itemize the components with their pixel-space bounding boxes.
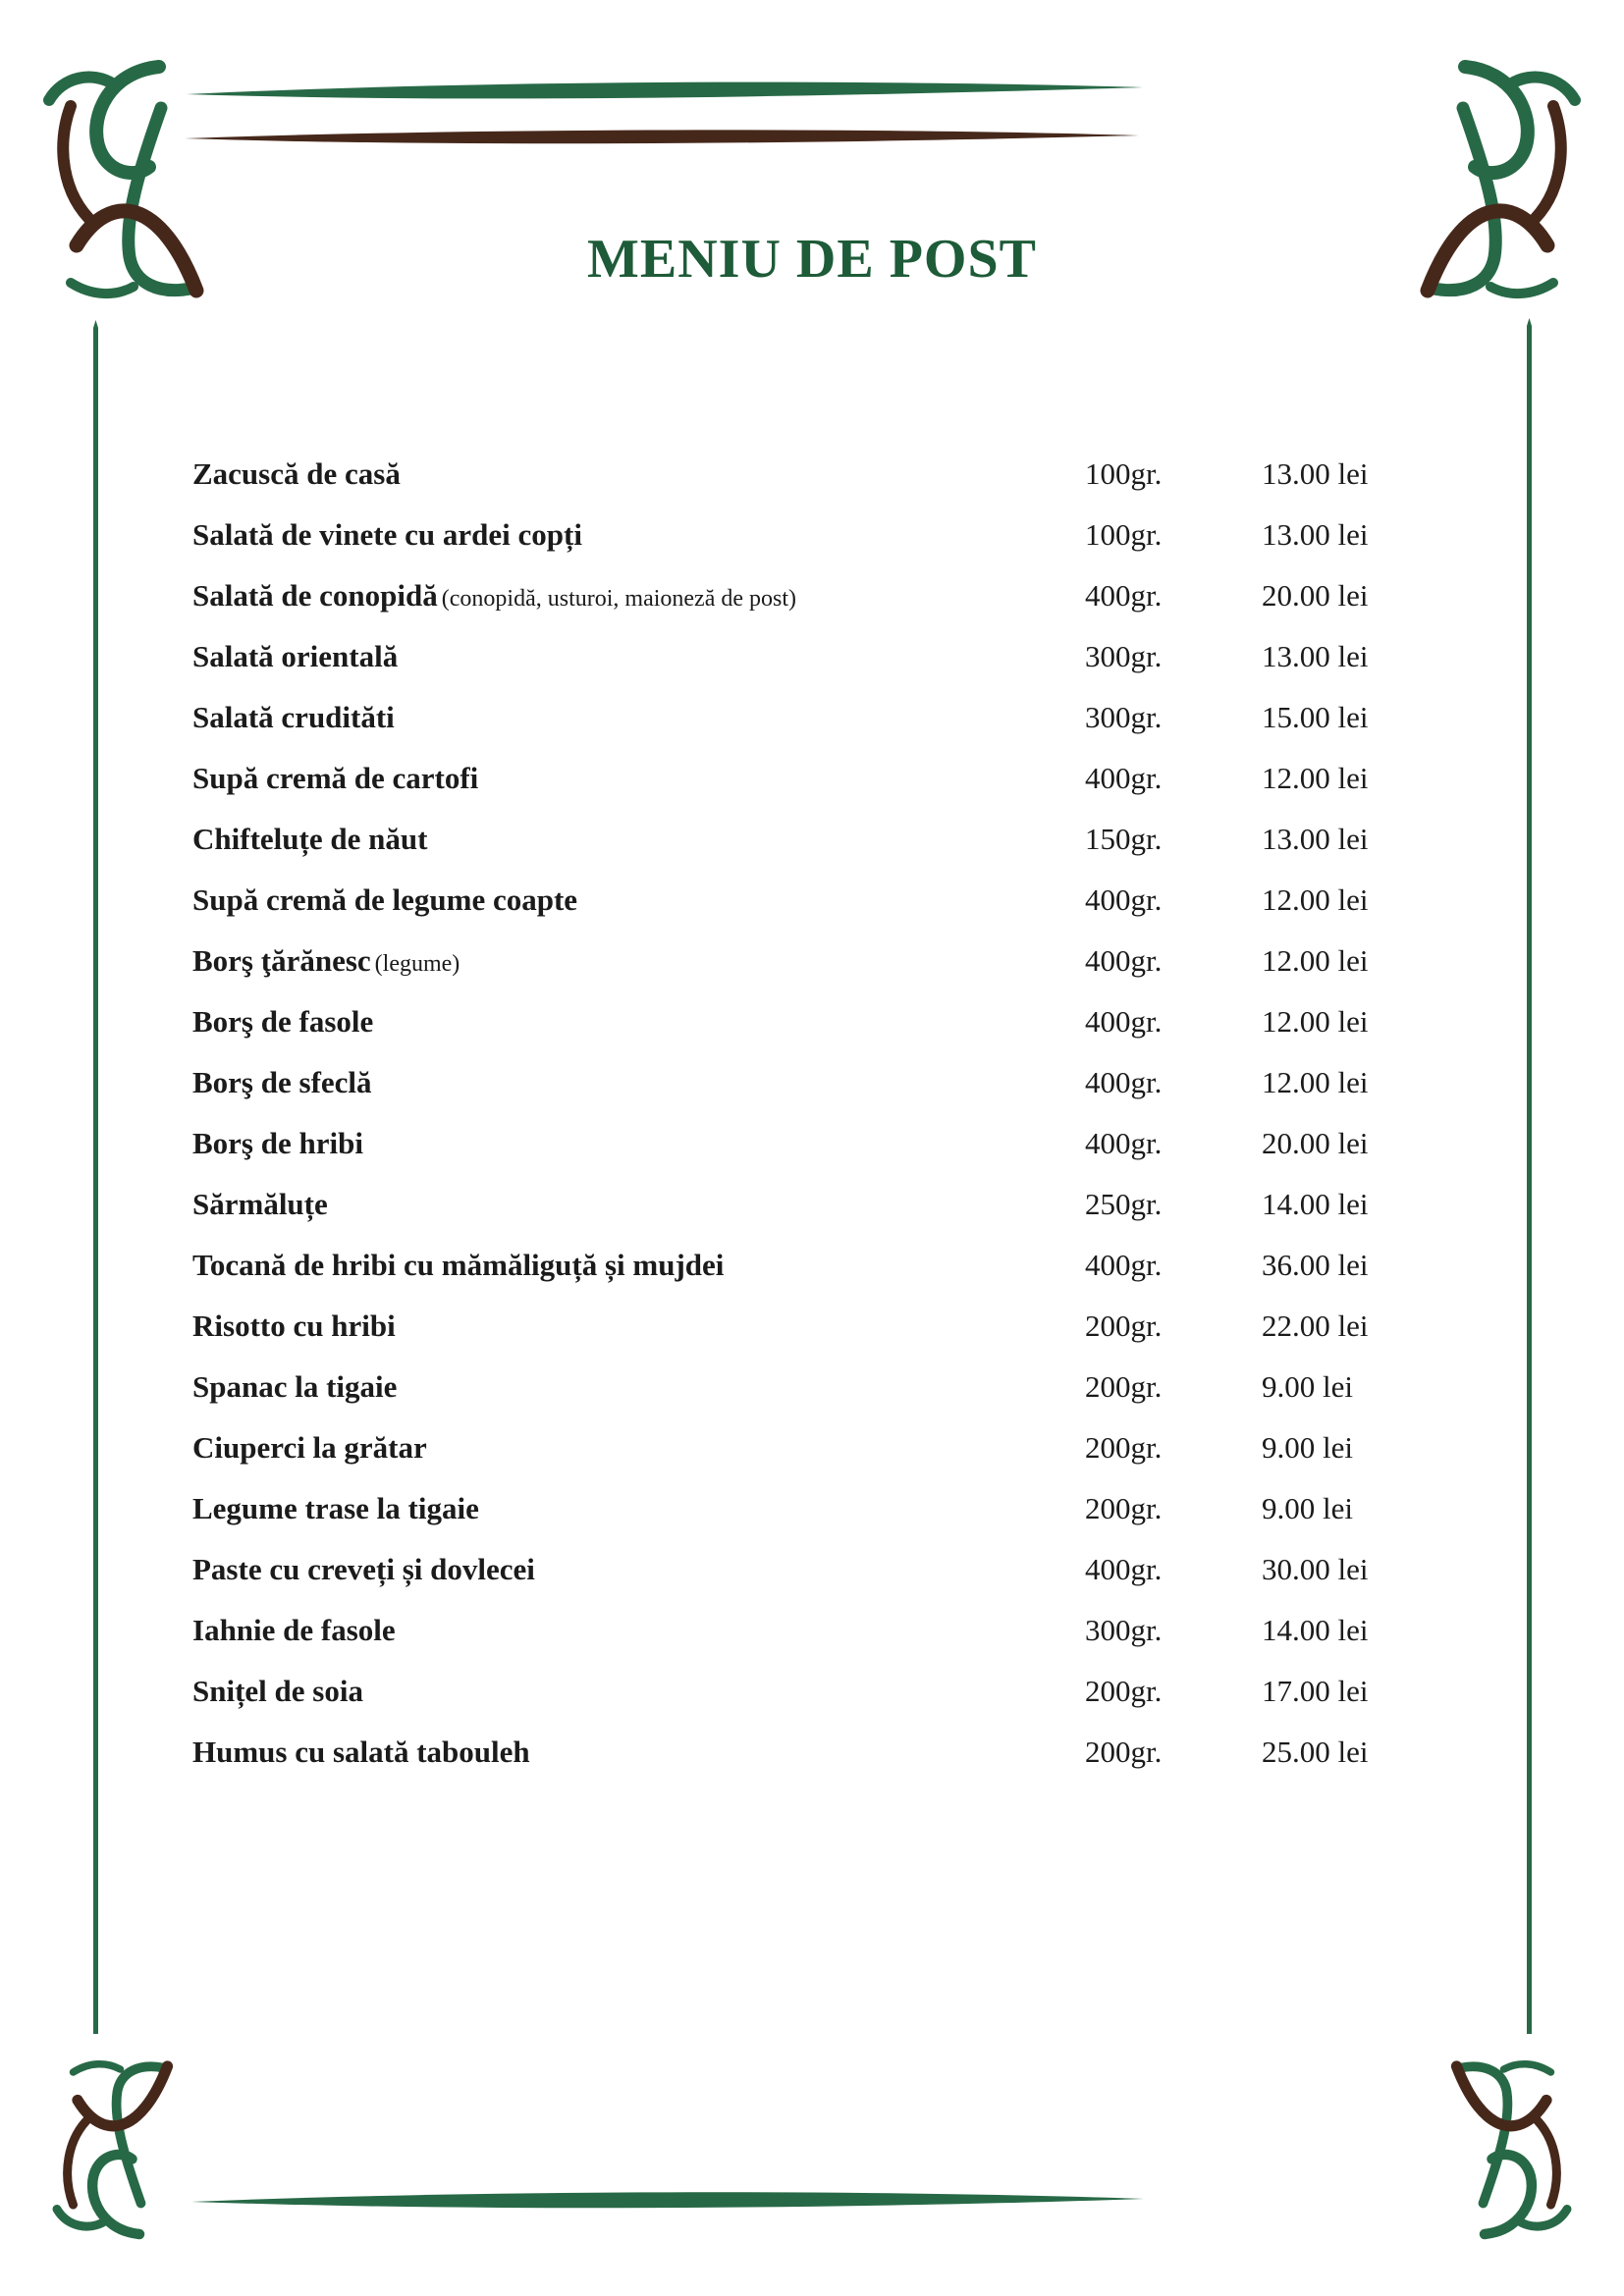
dish-weight: 200gr. (1085, 1491, 1163, 1525)
menu-item-row (192, 1235, 1449, 1296)
menu-list (192, 444, 1449, 1783)
dish-weight: 150gr. (1085, 822, 1163, 856)
dish-name-cell (192, 1417, 1085, 1484)
dish-name-cell (192, 991, 1085, 1058)
dish-price: 9.00 lei (1262, 1369, 1353, 1404)
dish-name-cell (192, 1600, 1085, 1667)
dish-name-cell (192, 931, 1085, 997)
menu-item-row (192, 687, 1449, 748)
menu-item-row (192, 505, 1449, 565)
menu-item-row (192, 565, 1449, 626)
menu-item-row (192, 1539, 1449, 1600)
dish-price: 20.00 lei (1262, 1126, 1369, 1160)
dish-name: Zacuscă de casă (192, 456, 401, 491)
menu-item-row (192, 870, 1449, 931)
dish-name-cell (192, 1357, 1085, 1423)
menu-item-row (192, 1113, 1449, 1174)
page-title: MENIU DE POST (587, 229, 1037, 290)
dish-price: 13.00 lei (1262, 639, 1369, 673)
dish-name-cell (192, 626, 1085, 693)
dish-price: 30.00 lei (1262, 1552, 1369, 1586)
menu-item-row (192, 991, 1449, 1052)
dish-name: Borş de sfeclă (192, 1065, 372, 1099)
dish-weight: 400gr. (1085, 1065, 1163, 1099)
dish-price: 15.00 lei (1262, 700, 1369, 734)
dish-weight: 400gr. (1085, 761, 1163, 795)
dish-name: Salată de conopidă (192, 578, 438, 613)
menu-item-row (192, 1722, 1449, 1783)
dish-name: Legume trase la tigaie (192, 1491, 479, 1525)
menu-item-row (192, 931, 1449, 991)
side-rule-left (93, 320, 98, 2034)
dish-price: 12.00 lei (1262, 1065, 1369, 1099)
dish-name-cell (192, 1174, 1085, 1241)
menu-item-row (192, 626, 1449, 687)
dish-weight: 300gr. (1085, 1613, 1163, 1647)
dish-price: 14.00 lei (1262, 1613, 1369, 1647)
dish-name-cell (192, 1661, 1085, 1728)
dish-name-cell (192, 1539, 1085, 1606)
menu-item-row (192, 1052, 1449, 1113)
dish-weight: 200gr. (1085, 1369, 1163, 1404)
dish-name: Borş de fasole (192, 1004, 374, 1039)
dish-price: 22.00 lei (1262, 1308, 1369, 1343)
dish-name: Risotto cu hribi (192, 1308, 396, 1343)
dish-weight: 200gr. (1085, 1735, 1163, 1769)
dish-price: 9.00 lei (1262, 1491, 1353, 1525)
dish-note: (legume) (374, 951, 460, 977)
dish-weight: 400gr. (1085, 943, 1163, 978)
dish-weight: 250gr. (1085, 1187, 1163, 1221)
bottom-rule-green (191, 2192, 1144, 2208)
menu-item-row (192, 748, 1449, 809)
menu-item-row (192, 1661, 1449, 1722)
dish-weight: 200gr. (1085, 1308, 1163, 1343)
top-rule-brown (185, 130, 1139, 143)
corner-flourish-bottom-left (57, 2064, 168, 2234)
dish-price: 9.00 lei (1262, 1430, 1353, 1465)
dish-weight: 300gr. (1085, 639, 1163, 673)
dish-name: Tocană de hribi cu mămăliguță și mujdei (192, 1248, 725, 1282)
dish-price: 13.00 lei (1262, 822, 1369, 856)
menu-item-row (192, 1357, 1449, 1417)
dish-weight: 100gr. (1085, 517, 1163, 552)
dish-name-cell (192, 748, 1085, 815)
menu-item-row (192, 809, 1449, 870)
dish-price: 25.00 lei (1262, 1735, 1369, 1769)
dish-weight: 200gr. (1085, 1674, 1163, 1708)
dish-name-cell (192, 1722, 1085, 1789)
dish-name: Sărmăluțe (192, 1187, 328, 1221)
dish-weight: 400gr. (1085, 1004, 1163, 1039)
top-rule-green (187, 82, 1143, 99)
dish-name: Supă cremă de cartofi (192, 761, 479, 795)
dish-name: Ciuperci la grătar (192, 1430, 427, 1465)
dish-price: 14.00 lei (1262, 1187, 1369, 1221)
menu-item-row (192, 1174, 1449, 1235)
dish-price: 20.00 lei (1262, 578, 1369, 613)
dish-weight: 400gr. (1085, 1126, 1163, 1160)
dish-name: Snițel de soia (192, 1674, 363, 1708)
dish-weight: 400gr. (1085, 578, 1163, 613)
dish-name-cell (192, 1296, 1085, 1362)
dish-name: Spanac la tigaie (192, 1369, 398, 1404)
dish-price: 13.00 lei (1262, 517, 1369, 552)
dish-name: Supă cremă de legume coapte (192, 882, 578, 917)
dish-name: Humus cu salată tabouleh (192, 1735, 530, 1769)
dish-name-cell (192, 1235, 1085, 1302)
dish-price: 12.00 lei (1262, 882, 1369, 917)
dish-name-cell (192, 1052, 1085, 1119)
dish-price: 36.00 lei (1262, 1248, 1369, 1282)
dish-price: 13.00 lei (1262, 456, 1369, 491)
dish-price: 12.00 lei (1262, 761, 1369, 795)
dish-name: Borş ţărănesc (192, 943, 371, 978)
menu-item-row (192, 1417, 1449, 1478)
dish-name-cell (192, 1478, 1085, 1545)
dish-name-cell (192, 1113, 1085, 1180)
dish-weight: 400gr. (1085, 1248, 1163, 1282)
menu-item-row (192, 1600, 1449, 1661)
dish-name-cell (192, 687, 1085, 754)
dish-name-cell (192, 809, 1085, 876)
dish-weight: 100gr. (1085, 456, 1163, 491)
menu-item-row (192, 1296, 1449, 1357)
dish-name: Borş de hribi (192, 1126, 363, 1160)
corner-flourish-bottom-right (1457, 2064, 1568, 2234)
dish-name: Salată crudităti (192, 700, 395, 734)
dish-weight: 300gr. (1085, 700, 1163, 734)
dish-name: Iahnie de fasole (192, 1613, 396, 1647)
side-rule-right (1527, 318, 1532, 2034)
dish-name-cell (192, 870, 1085, 936)
dish-name-cell (192, 565, 1085, 632)
dish-note: (conopidă, usturoi, maioneză de post) (441, 586, 797, 612)
dish-name: Paste cu creveți și dovlecei (192, 1552, 535, 1586)
dish-name-cell (192, 505, 1085, 571)
dish-weight: 400gr. (1085, 882, 1163, 917)
dish-name: Salată de vinete cu ardei copți (192, 517, 582, 552)
menu-item-row (192, 444, 1449, 505)
dish-name-cell (192, 444, 1085, 510)
dish-price: 12.00 lei (1262, 943, 1369, 978)
dish-price: 17.00 lei (1262, 1674, 1369, 1708)
menu-item-row (192, 1478, 1449, 1539)
dish-name: Chifteluțe de năut (192, 822, 428, 856)
dish-weight: 200gr. (1085, 1430, 1163, 1465)
dish-price: 12.00 lei (1262, 1004, 1369, 1039)
dish-name: Salată orientală (192, 639, 399, 673)
dish-weight: 400gr. (1085, 1552, 1163, 1586)
